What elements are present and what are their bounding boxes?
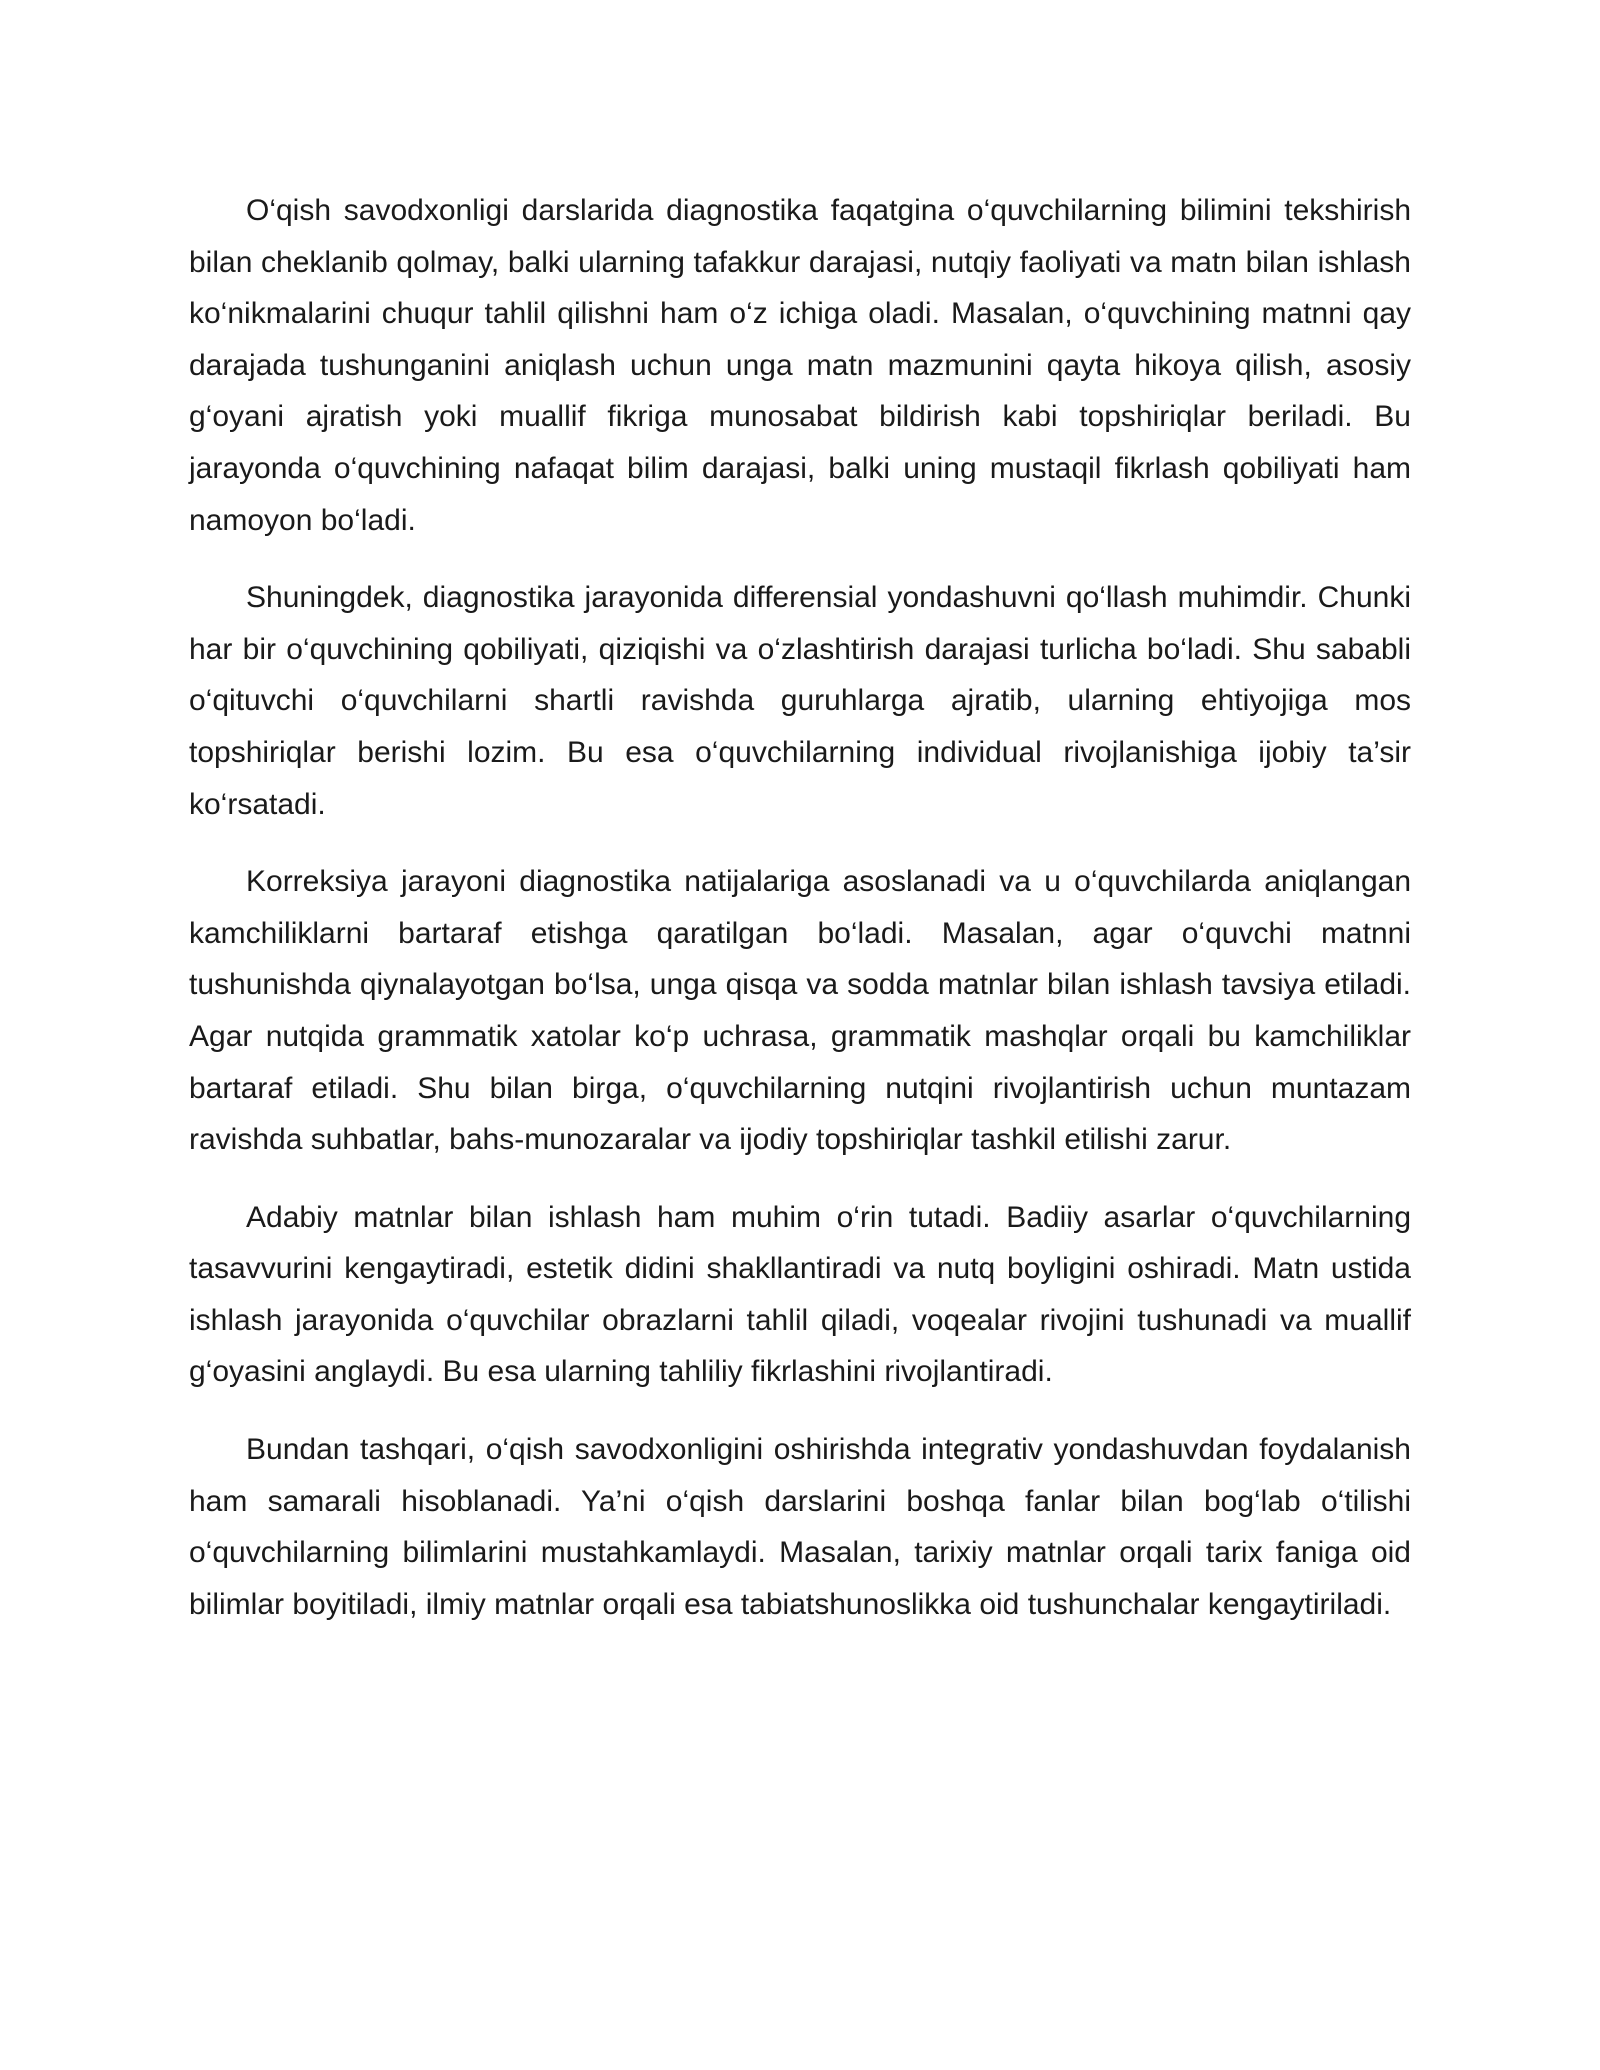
paragraph-adabiy-matnlar: Adabiy matnlar bilan ishlash ham muhim o‘rin tutadi. Badiiy asarlar o‘quvchilarning tasavvurini kengaytiradi, estetik didini shakllantiradi va nutq boyligini oshiradi. Matn ustida ishlash jarayonida o‘quvchilar obrazlarni tahlil qiladi, voqealar rivojini tushunadi va muallif g‘oyasini anglaydi. Bu esa ularning tahliliy fikrlashini rivojlantiradi. xyxy=(189,1200,1411,1389)
paragraph-differensial-yondashuv: Shuningdek, diagnostika jarayonida differensial yondashuvni qo‘llash muhimdir. Chunki har bir o‘quvchining qobiliyati, qiziqishi va o‘zlashtirish darajasi turlicha bo‘ladi. Shu sababli o‘qituvchi o‘quvchilarni shartli ravishda guruhlarga ajratib, ularning ehtiyojiga mos topshiriqlar berishi lozim. Bu esa o‘quvchilarning individual rivojlanishiga ijobiy ta’sir ko‘rsatadi. xyxy=(189,581,1411,821)
paragraph-korreksiya: Korreksiya jarayoni diagnostika natijalariga asoslanadi va u o‘quvchilarda aniqlangan kamchiliklarni bartaraf etishga qaratilgan bo‘ladi. Masalan, agar o‘quvchi matnni tushunishda qiynalayotgan bo‘lsa, unga qisqa va sodda matnlar bilan ishlash tavsiya etiladi. Agar nutqida grammatik xatolar ko‘p uchrasa, grammatik mashqlar orqali bu kamchiliklar bartaraf etiladi. Shu bilan birga, o‘quvchilarning nutqini rivojlantirish uchun muntazam ravishda suhbatlar, bahs-munozaralar va ijodiy topshiriqlar tashkil etilishi zarur. xyxy=(189,865,1411,1157)
paragraph-diagnostika-intro: O‘qish savodxonligi darslarida diagnostika faqatgina o‘quvchilarning bilimini tekshirish bilan cheklanib qolmay, balki ularning tafakkur darajasi, nutqiy faoliyati va matn bilan ishlash ko‘nikmalarini chuqur tahlil qilishni ham o‘z ichiga oladi. Masalan, o‘quvchining matnni qay darajada tushunganini aniqlash uchun unga matn mazmunini qayta hikoya qilish, asosiy g‘oyani ajratish yoki muallif fikriga munosabat bildirish kabi topshiriqlar beriladi. Bu jarayonda o‘quvchining nafaqat bilim darajasi, balki uning mustaqil fikrlash qobiliyati ham namoyon bo‘ladi. xyxy=(189,194,1411,537)
paragraph-integrativ-yondashuv: Bundan tashqari, o‘qish savodxonligini oshirishda integrativ yondashuvdan foydalanish ham samarali hisoblanadi. Ya’ni o‘qish darslarini boshqa fanlar bilan bog‘lab o‘tilishi o‘quvchilarning bilimlarini mustahkamlaydi. Masalan, tarixiy matnlar orqali tarix faniga oid bilimlar boyitiladi, ilmiy matnlar orqali esa tabiatshunoslikka oid tushunchalar kengaytiriladi. xyxy=(189,1433,1411,1621)
document-body xyxy=(189,185,1411,1656)
